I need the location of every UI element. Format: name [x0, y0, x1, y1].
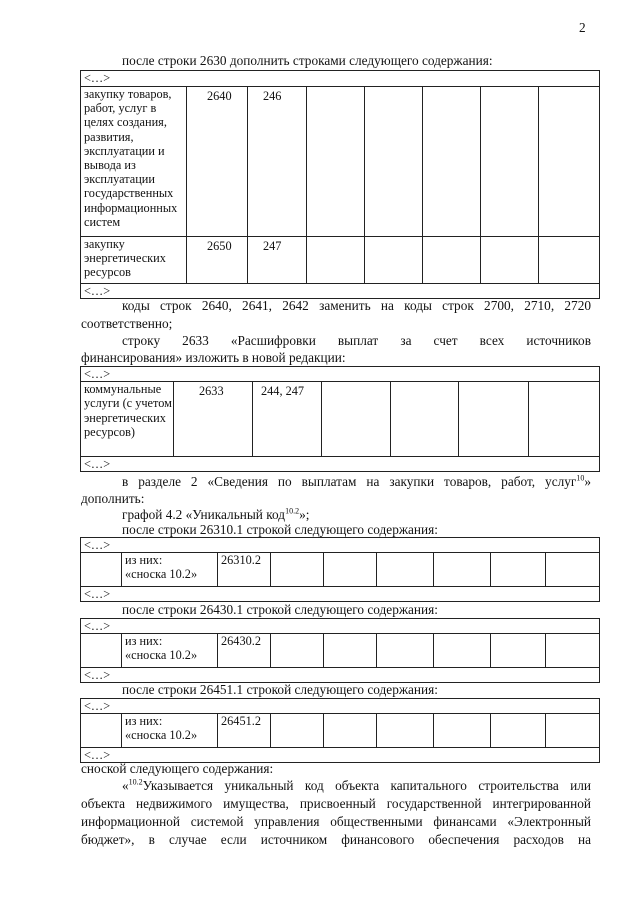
table-row	[81, 382, 600, 457]
empty-cell	[324, 553, 377, 587]
footnote-intro: сноской следующего содержания:	[81, 761, 274, 776]
ellipsis-row: <…>	[81, 668, 600, 683]
row-name: закупку энергетических ресурсов	[81, 237, 187, 284]
para-4-end: »;	[299, 507, 310, 522]
empty-cell	[434, 714, 491, 748]
row-code: 26310.2	[218, 553, 271, 587]
sub-table-3-intro: после строки 26451.1 строкой следующего содержания:	[122, 682, 438, 697]
footnote-sup: 10.2	[128, 777, 143, 787]
empty-cell	[539, 237, 600, 284]
row-kind: 247	[248, 237, 307, 284]
empty-cell	[307, 87, 365, 237]
row-code: 2650	[187, 237, 248, 284]
empty-cell	[81, 714, 122, 748]
row-label-line-1: из них:	[125, 714, 163, 729]
empty-cell	[546, 714, 600, 748]
row-label-line-2: «сноска 10.2»	[125, 728, 198, 743]
table-row	[81, 87, 600, 237]
row-label	[122, 634, 218, 668]
row-name: коммунальные услуги (с учетом энергетических ресурсов)	[81, 382, 174, 457]
sub-table-1-intro: после строки 26310.1 строкой следующего содержания:	[122, 522, 438, 537]
ellipsis-row: <…>	[81, 71, 600, 87]
row-code: 2633	[174, 382, 253, 457]
row-label	[122, 553, 218, 587]
row-label-line-2: «сноска 10.2»	[125, 567, 198, 582]
para-3-line-2: дополнить:	[81, 491, 145, 506]
row-code: 26451.2	[218, 714, 271, 748]
row-label	[122, 714, 218, 748]
empty-cell	[423, 87, 481, 237]
row-label-line-1: из них:	[125, 553, 163, 568]
ellipsis-row: <…>	[81, 457, 600, 472]
para-1-line-2: соответственно;	[81, 316, 173, 331]
sub-table-1	[80, 537, 600, 602]
para-4	[122, 507, 309, 523]
footnote-line-1: «$^{10.2}$Указывается уникальный код объекта капитального строительства или	[122, 777, 591, 793]
ellipsis-row: <…>	[81, 748, 600, 763]
row-name: закупку товаров, работ, услуг в целях создания, развития, эксплуатации и вывода из эксплуатации государственных информационных систем	[81, 87, 187, 237]
empty-cell	[81, 553, 122, 587]
ellipsis-row: <…>	[81, 699, 600, 714]
empty-cell	[434, 553, 491, 587]
sub-table-2-intro: после строки 26430.1 строкой следующего содержания:	[122, 602, 438, 617]
empty-cell	[377, 714, 434, 748]
empty-cell	[491, 553, 546, 587]
footnote-line-3: информационной системой управления общественными финансами «Электронный	[81, 814, 591, 829]
ellipsis-row: <…>	[81, 587, 600, 602]
empty-cell	[539, 87, 600, 237]
empty-cell	[324, 634, 377, 668]
empty-cell	[377, 553, 434, 587]
ellipsis-row: <…>	[81, 367, 600, 382]
empty-cell	[271, 634, 324, 668]
ellipsis-row: <…>	[81, 619, 600, 634]
footnote-ref: 10	[576, 473, 585, 483]
empty-cell	[271, 553, 324, 587]
row-kind: 244, 247	[253, 382, 322, 457]
empty-cell	[365, 237, 423, 284]
empty-cell	[391, 382, 459, 457]
row-label-line-1: из них:	[125, 634, 163, 649]
empty-cell	[365, 87, 423, 237]
empty-cell	[324, 714, 377, 748]
row-kind: 246	[248, 87, 307, 237]
table-row	[81, 714, 600, 748]
table-row	[81, 237, 600, 284]
empty-cell	[423, 237, 481, 284]
footnote-line-2: объекта недвижимого имущества, присвоенный государственной интегрированной	[81, 796, 591, 811]
para-3-text: в разделе 2 «Сведения по выплатам на закупки товаров, работ, услуг	[122, 474, 577, 489]
para-4-text: графой 4.2 «Уникальный код	[122, 507, 286, 522]
sub-table-2	[80, 618, 600, 683]
table-row	[81, 553, 600, 587]
ellipsis-row: <…>	[81, 538, 600, 553]
ellipsis-row: <…>	[81, 284, 600, 299]
table-row	[81, 634, 600, 668]
page-number: 2	[579, 20, 586, 35]
empty-cell	[481, 87, 539, 237]
empty-cell	[491, 714, 546, 748]
empty-cell	[459, 382, 529, 457]
empty-cell	[546, 553, 600, 587]
empty-cell	[434, 634, 491, 668]
row-label-line-2: «сноска 10.2»	[125, 648, 198, 663]
row-code: 26430.2	[218, 634, 271, 668]
intro-text-1: после строки 2630 дополнить строками следующего содержания:	[122, 53, 493, 68]
empty-cell	[546, 634, 600, 668]
empty-cell	[481, 237, 539, 284]
empty-cell	[529, 382, 600, 457]
para-3-line-1	[122, 474, 591, 490]
footnote-ref: 10.2	[285, 506, 300, 516]
empty-cell	[491, 634, 546, 668]
empty-cell	[377, 634, 434, 668]
empty-cell	[81, 634, 122, 668]
footnote-line-4: бюджет», в случае если источником финансового обеспечения расходов на	[81, 832, 591, 847]
table-1	[80, 70, 600, 299]
empty-cell	[307, 237, 365, 284]
row-code: 2640	[187, 87, 248, 237]
footnote-text-1: Указывается уникальный код объекта капитального строительства или	[142, 778, 591, 793]
table-2	[80, 366, 600, 472]
para-1-line-1: коды строк 2640, 2641, 2642 заменить на коды строк 2700, 2710, 2720	[122, 298, 591, 313]
sub-table-3	[80, 698, 600, 763]
para-3-quote: »	[584, 474, 591, 489]
empty-cell	[322, 382, 391, 457]
para-2-line-1: строку 2633 «Расшифровки выплат за счет всех источников	[122, 333, 591, 348]
empty-cell	[271, 714, 324, 748]
para-2-line-2: финансирования» изложить в новой редакции:	[81, 350, 346, 365]
